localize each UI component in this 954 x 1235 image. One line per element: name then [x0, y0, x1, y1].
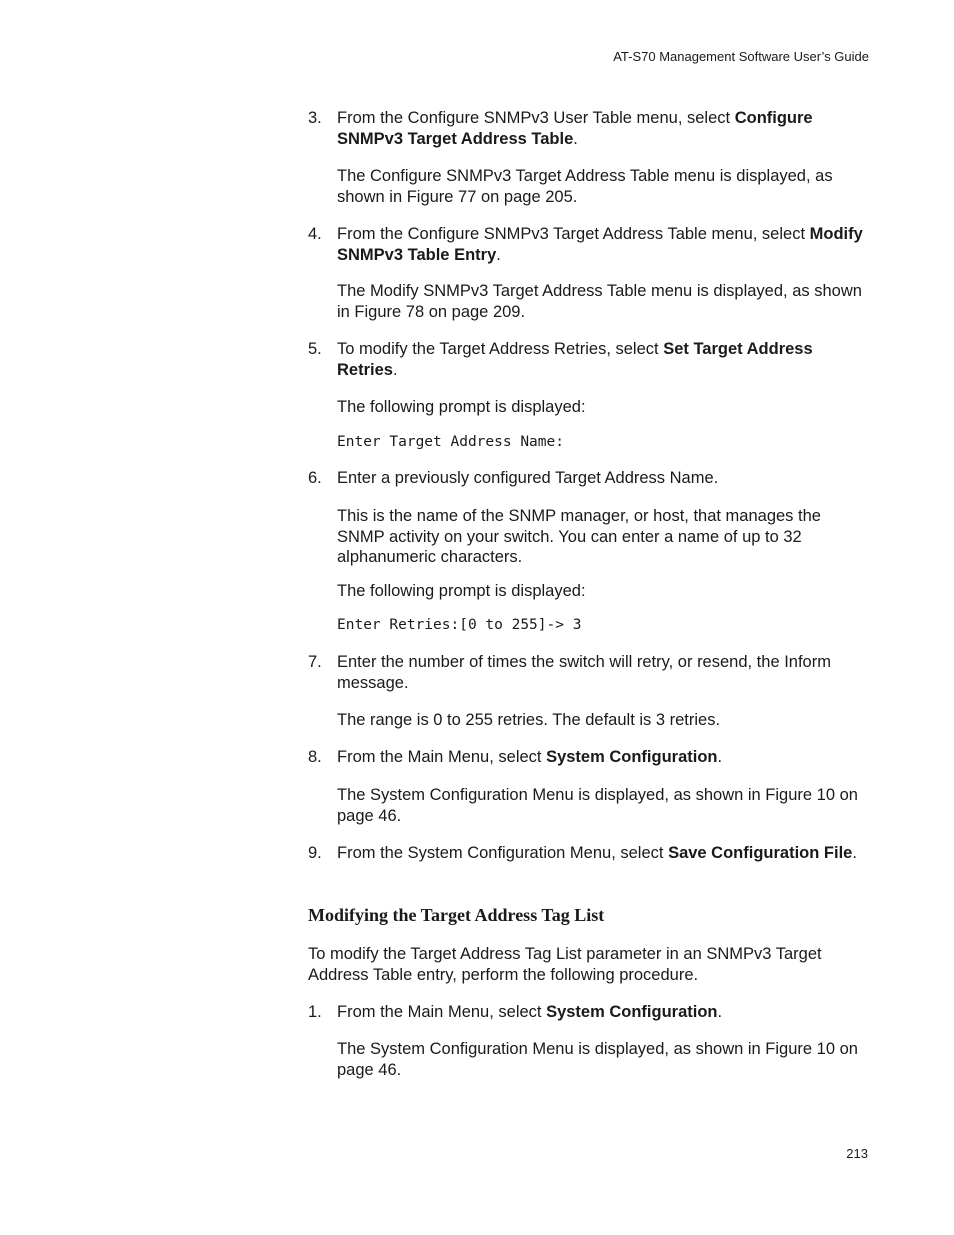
step-text: Enter a previously configured Target Address Name.	[337, 469, 719, 487]
step-7-range: The range is 0 to 255 retries. The default is 3 retries.	[337, 711, 721, 729]
step-3-result: The Configure SNMPv3 Target Address Table menu is displayed, as shown in Figure 77 on page 205.	[337, 167, 833, 206]
step-5-result: The following prompt is displayed:	[337, 398, 586, 416]
step-text: From the Configure SNMPv3 Target Address Table menu, select Modify SNMPv3 Table Entry.	[337, 225, 863, 264]
section-heading: Modifying the Target Address Tag List	[308, 905, 605, 925]
step-6-description: This is the name of the SNMP manager, or host, that manages the SNMP activity on your switch. You can enter a name of up to 32 alphanumeric characters.	[337, 507, 821, 566]
step-number: 8.	[308, 748, 322, 766]
section-intro: To modify the Target Address Tag List parameter in an SNMPv3 Target Address Table entry, perform the following procedure.	[308, 945, 822, 984]
step-number: 6.	[308, 469, 322, 487]
step-text: From the Configure SNMPv3 User Table menu, select Configure SNMPv3 Target Address Table.	[337, 109, 813, 148]
step-text: From the Main Menu, select System Configuration.	[337, 1003, 723, 1021]
step-text: To modify the Target Address Retries, select Set Target Address Retries.	[337, 340, 813, 379]
step-4-result: The Modify SNMPv3 Target Address Table menu is displayed, as shown in Figure 78 on page 209.	[337, 282, 862, 321]
running-header: AT-S70 Management Software User’s Guide	[613, 49, 869, 64]
prompt-retries: Enter Retries:[0 to 255]-> 3	[337, 617, 582, 633]
step-number: 9.	[308, 844, 322, 862]
prompt-target-address-name: Enter Target Address Name:	[337, 434, 564, 450]
step-8-result: The System Configuration Menu is displayed, as shown in Figure 10 on page 46.	[337, 786, 858, 825]
step-number: 1.	[308, 1003, 322, 1021]
step-text: From the System Configuration Menu, select Save Configuration File.	[337, 844, 857, 862]
page-number: 213	[846, 1146, 868, 1161]
step-text: From the Main Menu, select System Configuration.	[337, 748, 723, 766]
step-number: 4.	[308, 225, 322, 243]
step-6-result: The following prompt is displayed:	[337, 582, 586, 600]
step-number: 5.	[308, 340, 322, 358]
step-number: 7.	[308, 653, 322, 671]
section-step-1-result: The System Configuration Menu is displayed, as shown in Figure 10 on page 46.	[337, 1040, 858, 1079]
step-number: 3.	[308, 109, 322, 127]
step-text: Enter the number of times the switch will retry, or resend, the Inform message.	[337, 653, 831, 692]
